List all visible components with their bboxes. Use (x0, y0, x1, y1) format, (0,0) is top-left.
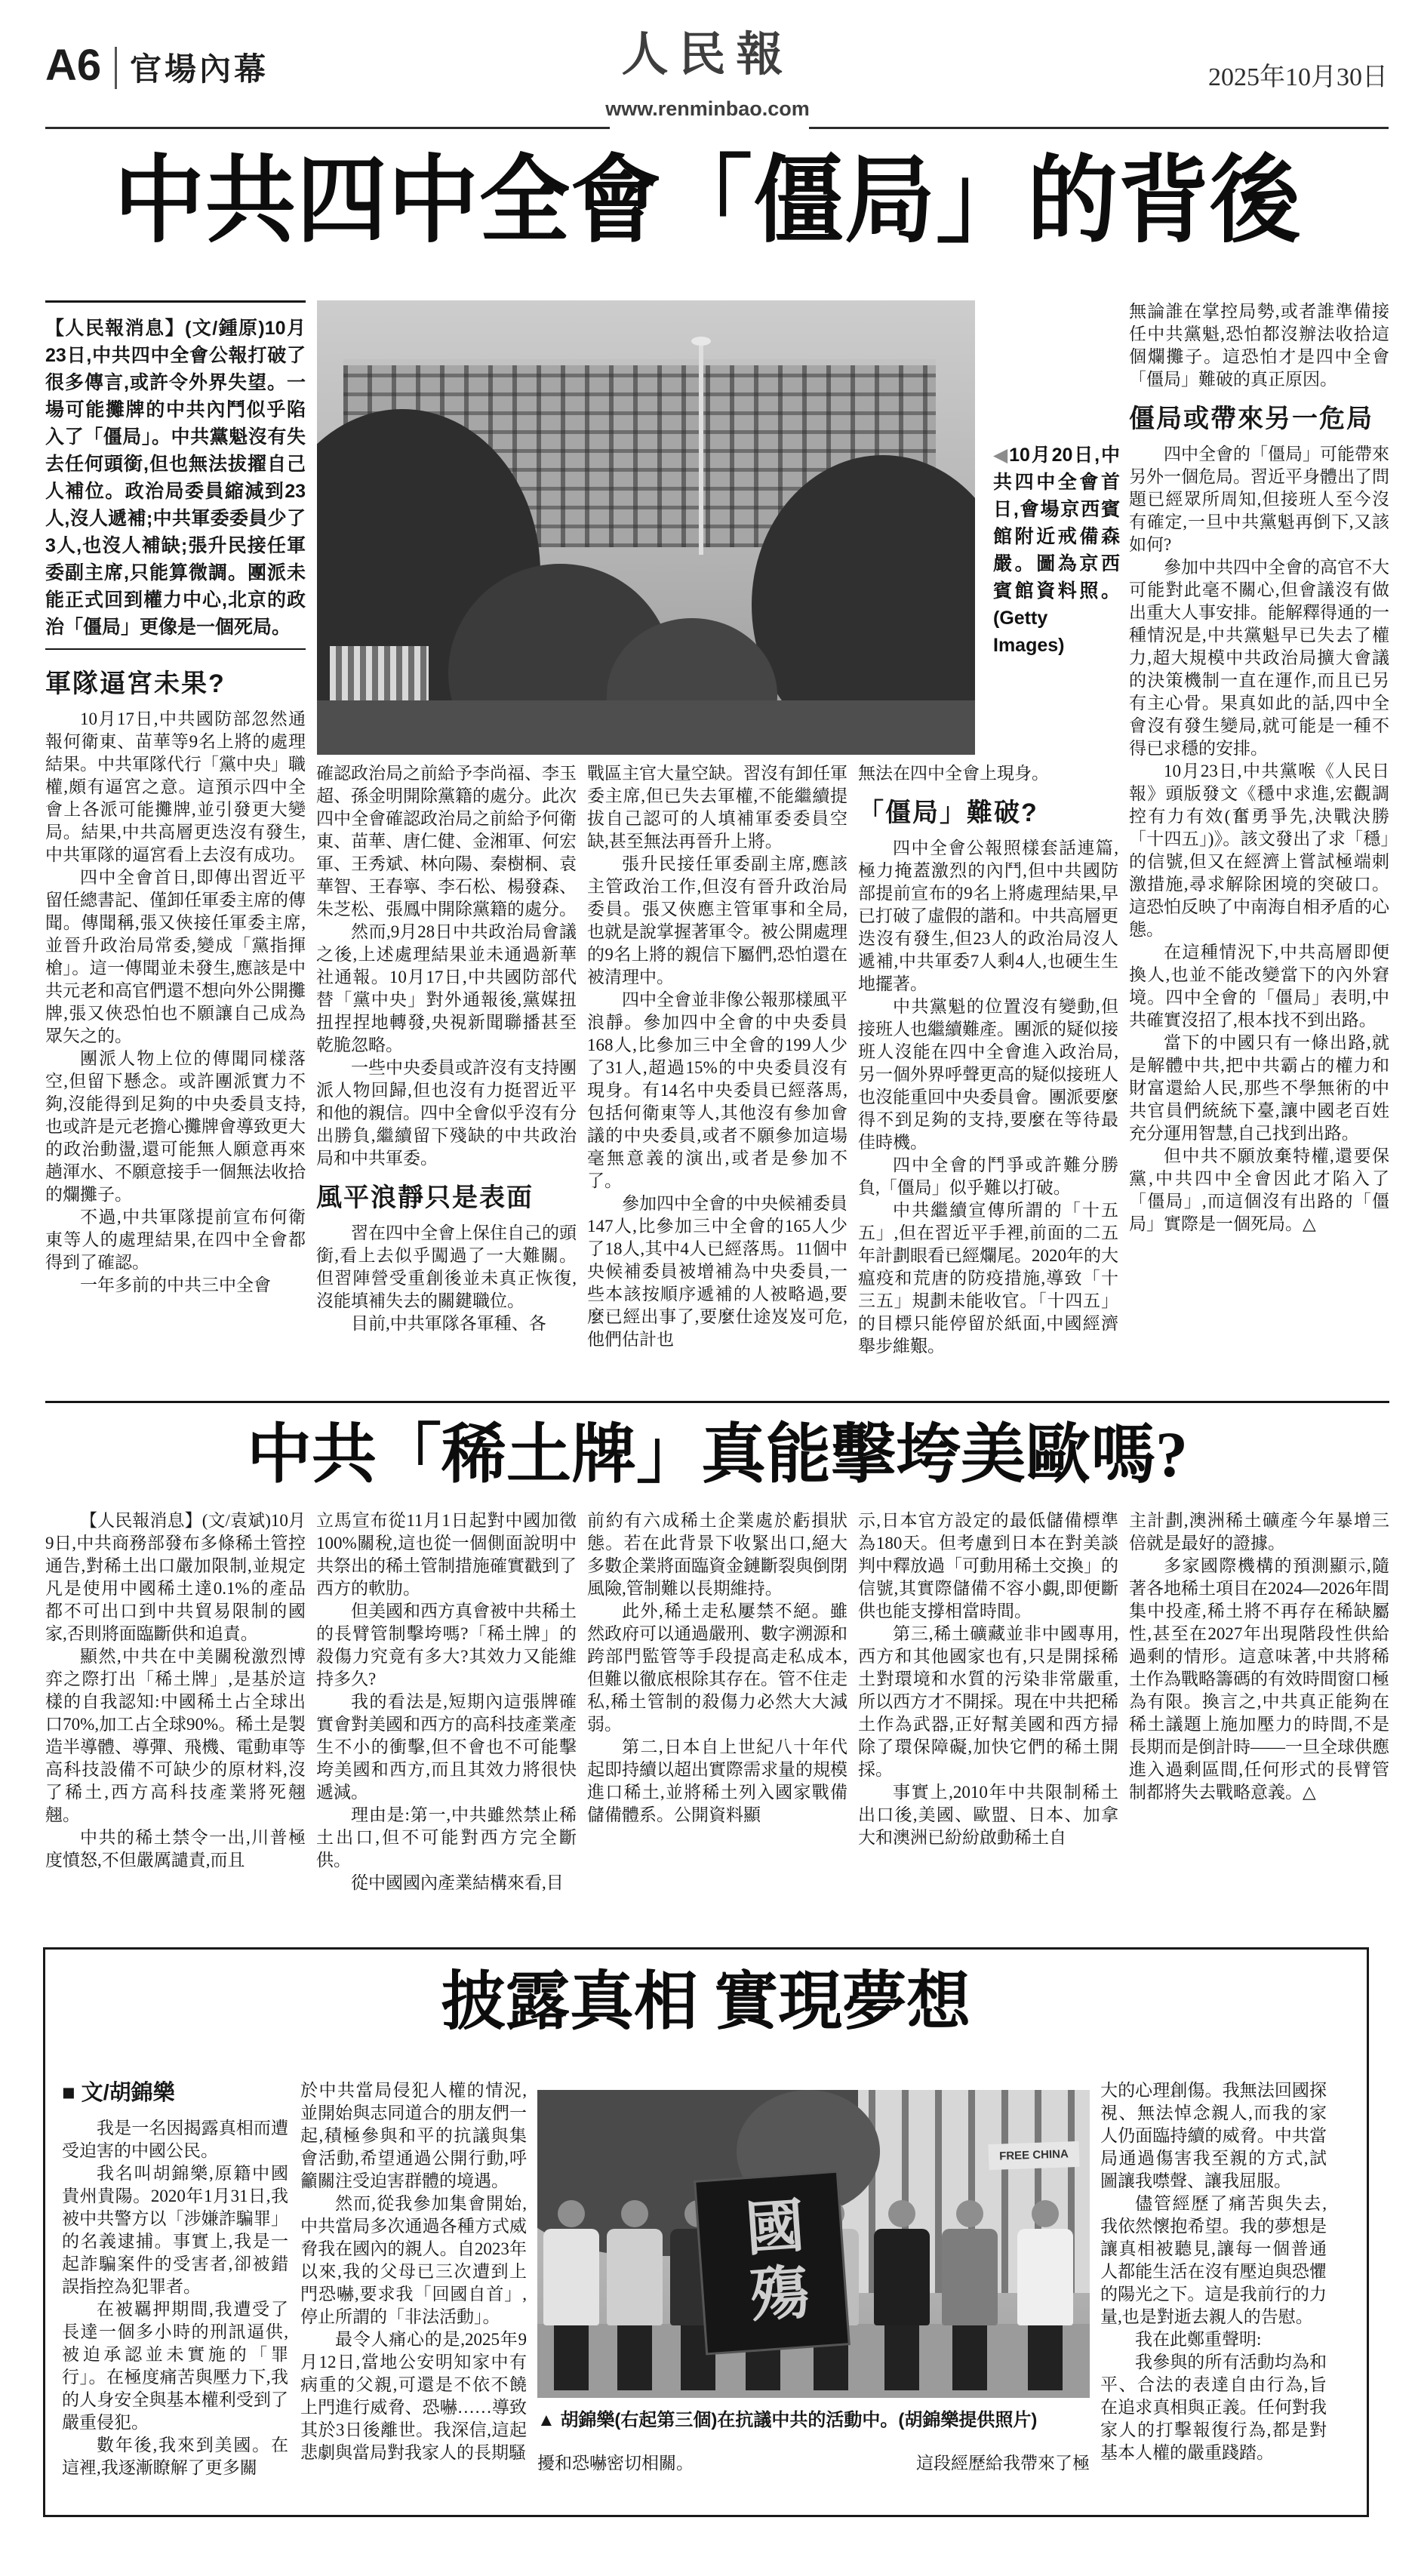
hotel-photo (317, 300, 975, 755)
masthead-logo: 人民報 (621, 29, 794, 81)
paragraph: 參加四中全會的中央候補委員147人,比參加三中全會的165人少了18人,其中4人已經落馬。11個中央候補委員被增補為中央委員,一些本該按順序遞補的人被略過,要麼已經出事了,要麼仕途岌岌可危,他們估計也 (587, 1194, 847, 1349)
section-heading: 風平浪靜只是表面 (316, 1183, 534, 1212)
paragraph: 團派人物上位的傳聞同樣落空,但留下懸念。或許團派實力不夠,沒能得到足夠的中央委員支持,也或許是元老擔心攤牌會導致更大的政治動盪,還可能無人願意再來趟渾水、不願意接手一個無法收拾的爛攤子。 (45, 1048, 306, 1204)
paragraph: 中共黨魁的位置沒有變動,但接班人也繼續難產。團派的疑似接班人沒能在四中全會進入政治局,另一個外界呼聲更高的疑似接班人也沒能重回中央委員會。團派要麼得不到足夠的支持,要麼在等待最佳時機。 (858, 996, 1118, 1152)
article1-column-1 (45, 300, 306, 1400)
paragraph: 我參與的所有活動均為和平、合法的表達自由行為,旨在追求真相與正義。任何對我家人的打擊報復行為,都是對基本人權的嚴重踐踏。 (1100, 2353, 1327, 2462)
paragraph: 確認政治局之前給予李尚福、李玉超、孫金明開除黨籍的處分。此次四中全會確認政治局之前給予何衛東、苗華、唐仁健、金湘軍、何宏軍、王秀斌、林向陽、秦樹桐、袁華智、王春寧、李石松、楊發森、朱芝松、張鳳中開除黨籍的處分。 (316, 764, 577, 919)
protest-photo (537, 2090, 1090, 2398)
paragraph: 然而,9月28日中共政治局會議之後,上述處理結果並未通過新華社通報。10月17日,中共國防部代替「黨中央」對外通報後,黨媒扭扭捏捏地轉發,央視新聞聯播甚至乾脆忽略。 (316, 922, 577, 1054)
paragraph: 中共的稀土禁令一出,川普極度憤怒,不但嚴厲譴責,而且 (45, 1828, 306, 1870)
paragraph: 無論誰在掌控局勢,或者誰準備接任中共黨魁,恐怕都沒辦法收拾這個爛攤子。這恐怕才是四中全會「僵局」難破的真正原因。 (1129, 302, 1389, 389)
article-separator-rule (45, 1401, 1389, 1403)
paragraph: 四中全會首日,即傳出習近平留任總書記、僅卸任軍委主席的傳聞。傳聞稱,張又俠接任軍委主席,並晉升政治局常委,變成「黨指揮槍」。這一傳聞並未發生,應該是中共元老和高官們還不想向外公開攤牌,張又俠恐怕也不願讓自己成為眾矢之的。 (45, 867, 306, 1045)
article3-byline (62, 2079, 288, 2108)
paragraph: 第二,日本自上世紀八十年代起即持續以超出實際需求量的規模進口稀土,並將稀土列入國家戰備儲備體系。公開資料顯 (587, 1737, 847, 1824)
paragraph: 習在四中全會上保住自己的頭銜,看上去似乎闖過了一大難關。但習陣營受重創後並未真正恢復,沒能填補失去的關鍵職位。 (316, 1223, 577, 1310)
photo2-caption (537, 2408, 1090, 2433)
hedge (317, 700, 975, 755)
paragraph: 主計劃,澳洲稀土礦產今年暴增三倍就是最好的證據。 (1129, 1511, 1389, 1553)
paragraph: 四中全會的「僵局」可能帶來另外一個危局。習近平身體出了問題已經眾所周知,但接班人至今沒有確定,一旦中共黨魁再倒下,又該如何? (1129, 444, 1389, 554)
paragraph: 我名叫胡錦樂,原籍中國貴州貴陽。2020年1月31日,我被中共警方以「涉嫌詐騙罪」的名義逮捕。事實上,我是一起詐騙案件的受害者,卻被錯誤指控為犯罪者。 (62, 2163, 288, 2296)
paragraph: 【人民報消息】(文/鍾原)10月23日,中共四中全會公報打破了很多傳言,或許令外界失望。一場可能攤牌的中共內鬥似乎陷入了「僵局」。中共黨魁沒有失去任何頭銜,但也無法拔擢自己人補位。政治局委員縮減到23人,沒人遞補;中共軍委委員少了3人,也沒人補缺;張升民接任軍委副主席,只能算微調。團派未能正式回到權力中心,北京的政治「僵局」更像是一個死局。 (45, 300, 306, 641)
paragraph: 一年多前的中共三中全會 (80, 1275, 271, 1294)
paragraph: 但美國和西方真會被中共稀土的長臂管制擊垮嗎?「稀土牌」的殺傷力究竟有多大?其效力又能維持多久? (316, 1602, 577, 1688)
article3-headline: 披露真相 實現夢想 (441, 1967, 971, 2038)
issue-date: 2025年10月30日 (1208, 63, 1388, 91)
paragraph: 參加中共四中全會的高官不大可能對此毫不關心,但會議沒有做出重大人事安排。能解釋得通的一種情況是,中共黨魁早已失去了權力,超大規模中共政治局擴大會議的決策機制一直在運作,而且已另有主心骨。果真如此的話,四中全會沒有發生變局,就可能是一種不得已求穩的安排。 (1129, 557, 1389, 758)
paragraph: 顯然,中共在中美關稅激烈博弈之際打出「稀土牌」,是基於這樣的自我認知:中國稀土占全球出口70%,加工占全球90%。稀土是製造半導體、導彈、飛機、電動車等高科技設備不可缺少的原材料,沒了稀土,西方高科技產業將死翹翹。 (45, 1647, 306, 1824)
masthead-website: www.renminbao.com (605, 97, 810, 120)
article1-headline: 中共四中全會「僵局」的背後 (114, 148, 1301, 254)
byline-square-icon: ■ (62, 2081, 75, 2105)
photo2-caption-text: 胡錦樂(右起第三個)在抗議中共的活動中。(胡錦樂提供照片) (560, 2410, 1038, 2430)
paragraph: 於中共當局侵犯人權的情況,並開始與志同道合的朋友們一起,積極參與和平的抗議與集會活動,希望通過公開行動,呼籲關注受迫害群體的境遇。 (300, 2081, 527, 2190)
paragraph: 四中全會的鬥爭或許難分勝負,「僵局」似乎難以打破。 (858, 1155, 1118, 1197)
article3-photo-block (537, 2090, 1090, 2475)
photo1-caption (993, 442, 1120, 659)
byline-text: 文/胡錦樂 (81, 2081, 175, 2105)
background-banner: FREE CHINA (988, 2141, 1079, 2170)
article1-column-5 (1129, 300, 1389, 1400)
section-kicker: 官場內幕 (130, 53, 269, 88)
paragraph: 【人民報消息】(文/袁斌)10月9日,中共商務部發布多條稀土管控通告,對稀土出口嚴加限制,並規定凡是使用中國稀土達0.1%的產品都不可出口到中共貿易限制的國家,否則將面臨斷供和追責。 (45, 1511, 306, 1643)
article3-box (43, 1947, 1369, 2517)
photo1-caption-text: 10月20日,中共四中全會首日,會場京西賓館附近戒備森嚴。圖為京西賓館資料照。(Getty Images) (993, 445, 1120, 656)
article3-continuation-row (537, 2452, 1090, 2475)
paragraph: 多家國際機構的預測顯示,隨著各地稀土項目在2024—2026年間集中投產,稀土將不再存在稀缺屬性,甚至在2027年出現階段性供給過剩的情形。這意味著,中共將稀土作為戰略籌碼的有效時間窗口極為有限。換言之,中共真正能夠在稀土議題上施加壓力的時間,不是長期而是倒計時——一旦全球供應進入過剩區間,任何形式的長臂管制都將失去戰略意義。△ (1129, 1556, 1389, 1802)
continuation-left: 擾和恐嚇密切相關。 (537, 2454, 694, 2473)
article3-column-1 (62, 2079, 288, 2496)
paragraph: 一些中央委員或許沒有支持團派人物回歸,但也沒有力挺習近平和他的親信。四中全會似乎沒有分出勝負,繼續留下殘缺的中共政治局和中共軍委。 (316, 1058, 577, 1168)
article2-column-3 (587, 1510, 847, 1938)
paragraph: 數年後,我來到美國。在這裡,我逐漸瞭解了更多關 (62, 2435, 288, 2477)
paragraph: 張升民接任軍委副主席,應該主管政治工作,但沒有晉升政治局委員。張又俠應主管軍事和全局,也就是說掌握著軍令。被公開處理的9名上將的親信下屬們,恐怕還在被清理中。 (587, 854, 847, 986)
person (874, 2200, 930, 2390)
paragraph: 在被羈押期間,我遭受了長達一個多小時的刑訊逼供,被迫承認並未實施的「罪行」。在極度痛苦與壓力下,我的人身安全與基本權利受到了嚴重侵犯。 (62, 2299, 288, 2432)
paragraph: 示,日本官方設定的最低儲備標準為180天。但考慮到日本在對美談判中釋放過「可動用稀土交換」的信號,其實際儲備不容小覷,即便斷供也能支撐相當時間。 (858, 1511, 1118, 1620)
continuation-right: 這段經歷給我帶來了極 (916, 2454, 1090, 2473)
paragraph: 四中全會公報照樣套話連篇,極力掩蓋激烈的內鬥,但中共國防部提前宣布的9名上將處理結果,早已打破了虛假的諧和。中共高層更迭沒有發生,但23人的政治局沒人遞補,中共軍委7人剩4人,也硬生生地擺著。 (858, 838, 1118, 993)
paragraph: 立馬宣布從11月1日起對中國加徵100%關稅,這也從一個側面說明中共祭出的稀土管制措施確實戳到了西方的軟肋。 (316, 1511, 577, 1598)
article3-column-4 (1100, 2079, 1327, 2496)
page-number: A6 (45, 41, 102, 90)
article1-body (45, 300, 1389, 1400)
article2-column-4 (858, 1510, 1118, 1938)
article3-column-2 (300, 2079, 527, 2496)
article2-column-5 (1129, 1510, 1389, 1938)
paragraph: 從中國國內產業結構來看,目 (351, 1873, 564, 1892)
paragraph: 第三,稀土礦藏並非中國專用,西方和其他國家也有,只是開採稀土對環境和水質的污染非常嚴重,所以西方才不開採。現在中共把稀土作為武器,正好幫美國和西方掃除了環保障礙,加快它們的稀土開採。 (858, 1624, 1118, 1779)
paragraph: 理由是:第一,中共雖然禁止稀土出口,但不可能對西方完全斷供。 (316, 1805, 577, 1870)
banner-text: 國殤 (734, 2194, 811, 2331)
person (1017, 2200, 1073, 2390)
paragraph: 我的看法是,短期內這張牌確實會對美國和西方的高科技產業產生不小的衝擊,但不會也不可能擊垮美國和西方,而且其效力將很快遞減。 (316, 1692, 577, 1802)
section-heading: 「僵局」難破? (858, 799, 1038, 827)
paragraph: 10月17日,中共國防部忽然通報何衛東、苗華等9名上將的處理結果。中共軍隊代行「黨中央」職權,頗有逼宮之意。這預示四中全會上各派可能攤牌,並引發更大變局。結果,中共高層更迭沒有發生,中共軍隊的逼宮看上去沒有成功。 (45, 709, 306, 864)
paragraph: 無法在四中全會上現身。 (858, 764, 1049, 783)
article2-body (45, 1510, 1389, 1938)
protest-banner (696, 2173, 847, 2353)
up-arrow-icon: ▲ (537, 2410, 555, 2430)
paragraph: 儘管經歷了痛苦與失去,我依然懷抱希望。我的夢想是讓真相被聽見,讓每一個普通人都能生活在沒有壓迫與恐懼的陽光之下。這是我前行的力量,也是對逝去親人的告慰。 (1100, 2194, 1327, 2326)
paragraph: 最令人痛心的是,2025年9月12日,當地公安明知家中有病重的父親,可還是不依不饒上門進行威脅、恐嚇……導致其於3日後離世。我深信,這起悲劇與當局對我家人的長期騷 (300, 2330, 527, 2462)
paragraph: 我是一名因揭露真相而遭受迫害的中國公民。 (62, 2118, 288, 2160)
paragraph: 然而,從我參加集會開始,中共當局多次通過各種方式威脅我在國內的親人。自2023年以來,我的父母已三次遭到上門恐嚇,要求我「回國自首」,停止所謂的「非法活動」。 (300, 2194, 527, 2326)
paragraph: 前約有六成稀土企業處於虧損狀態。若在此背景下收緊出口,絕大多數企業將面臨資金鏈斷裂與倒閉風險,管制難以長期維持。 (587, 1511, 847, 1598)
article2-headline: 中共「稀土牌」真能擊垮美歐嗎? (247, 1418, 1188, 1491)
person (543, 2200, 599, 2390)
paragraph: 我在此鄭重聲明: (1135, 2330, 1262, 2349)
paragraph: 在這種情況下,中共高層即便換人,也並不能改變當下的內外窘境。四中全會的「僵局」表明,中共確實沒招了,根本找不到出路。 (1129, 942, 1389, 1029)
paragraph: 但中共不願放棄特權,還要保黨,中共四中全會因此才陷入了「僵局」,而這個沒有出路的「僵局」實際是一個死局。△ (1129, 1146, 1389, 1233)
paragraph: 此外,稀土走私屢禁不絕。雖然政府可以通過嚴刑、數字溯源和跨部門監管等手段提高走私成本,但難以徹底根除其存在。管不住走私,稀土管制的殺傷力必然大大減弱。 (587, 1602, 847, 1734)
section-heading: 軍隊逼宮未果? (45, 648, 306, 700)
paragraph: 中共繼續宣傳所謂的「十五五」,但在習近平手裡,前面的二五年計劃眼看已經爛尾。2020年的大瘟疫和荒唐的防疫措施,導致「十三五」規劃未能收官。「十四五」的目標只能停留於紙面,中國經濟舉步維艱。 (858, 1200, 1118, 1356)
person (607, 2200, 663, 2390)
paragraph: 四中全會並非像公報那樣風平浪靜。參加四中全會的中央委員168人,比參加三中全會的199人少了31人,超過15%的中央委員沒有現身。有14名中央委員已經落馬,包括何衛東等人,其他沒有參加會議的中央委員,或者不願參加這場毫無意義的演出,或者是參加不了。 (587, 990, 847, 1190)
paragraph: 不過,中共軍隊提前宣布何衛東等人的處理結果,在四中全會都得到了確認。 (45, 1207, 306, 1272)
article2-column-1 (45, 1510, 306, 1938)
paragraph: 當下的中國只有一條出路,就是解體中共,把中共霸占的權力和財富還給人民,那些不學無術的中共官員們統統下臺,讓中國老百姓充分運用智慧,自己找到出路。 (1129, 1033, 1389, 1143)
header-rule-left (45, 127, 610, 129)
person (942, 2200, 998, 2390)
article2-column-2 (316, 1510, 577, 1938)
paragraph: 大的心理創傷。我無法回國探視、無法悼念親人,而我的家人仍面臨持續的威脅。中共當局通過傷害我至親的方式,試圖讓我噤聲、讓我屈服。 (1100, 2081, 1327, 2190)
street-lamp (699, 346, 703, 555)
paragraph: 事實上,2010年中共限制稀土出口後,美國、歐盟、日本、加拿大和澳洲已紛紛啟動稀土自 (858, 1783, 1118, 1847)
left-arrow-icon: ◀ (993, 445, 1010, 466)
paragraph: 10月23日,中共黨喉《人民日報》頭版發文《穩中求進,宏觀調控有力有效(奮勇爭先,決戰決勝「十四五」)》。該文發出了求「穩」的信號,但又在經濟上嘗試極端刺激措施,尋求解除困境的突破口。這恐怕反映了中南海自相矛盾的心態。 (1129, 761, 1389, 939)
paragraph: 戰區主官大量空缺。習沒有卸任軍委主席,但已失去軍權,不能繼續提拔自己認可的人填補軍委委員空缺,甚至無法再晉升上將。 (587, 764, 847, 851)
paragraph: 目前,中共軍隊各軍種、各 (351, 1313, 546, 1333)
header-rule-right (809, 127, 1389, 129)
section-heading: 僵局或帶來另一危局 (1129, 405, 1373, 433)
